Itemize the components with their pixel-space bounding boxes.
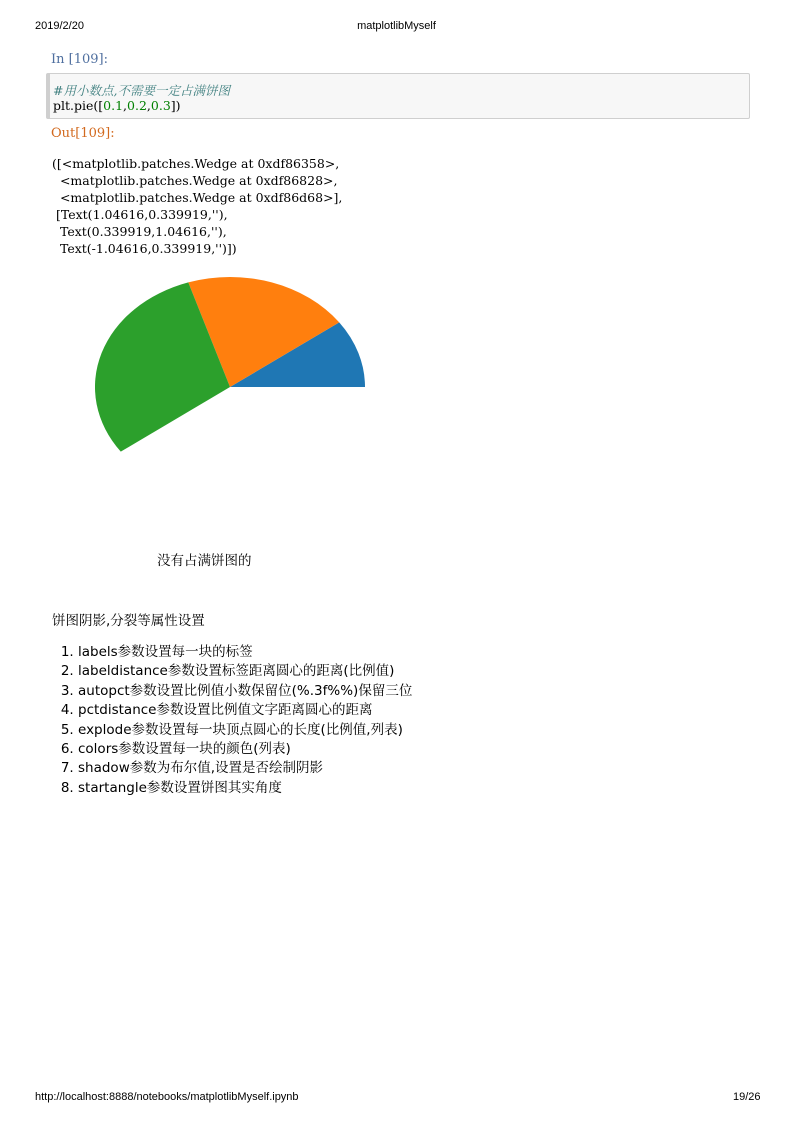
code-value-2: 0.2 <box>127 98 147 113</box>
code-comment: #用小数点,不需要一定占满饼图 <box>53 83 230 98</box>
list-item: 4. pctdistance参数设置比例值文字距离圆心的距离 <box>78 701 412 720</box>
list-item: 2. labeldistance参数设置标签距离圆心的距离(比例值) <box>78 662 412 681</box>
input-prompt: In [109]: <box>51 52 108 67</box>
list-item: 3. autopct参数设置比例值小数保留位(%.3f%%)保留三位 <box>78 682 412 701</box>
output-prompt: Out[109]: <box>51 126 115 141</box>
code-value-1: 0.1 <box>103 98 124 113</box>
code-value-3: 0.3 <box>150 98 171 113</box>
list-item: 1. labels参数设置每一块的标签 <box>78 643 412 662</box>
code-suffix: ]) <box>170 98 181 113</box>
code-sep-2: , <box>146 98 151 113</box>
output-text: ([<matplotlib.patches.Wedge at 0xdf86358>, <matplotlib.patches.Wedge at 0xdf86828>, <matplotlib.patches.Wedge at 0xdf86d68>], [Text(1.04616,0.339919,''), Text(0.339919,1.04616,''), Text(-1.04616,0.339919,'')]) <box>52 156 343 256</box>
list-item: 7. shadow参数为布尔值,设置是否绘制阴影 <box>78 759 412 778</box>
code-prefix: plt.pie([ <box>53 98 104 113</box>
header-date: 2019/2/20 <box>35 20 84 32</box>
footer-url: http://localhost:8888/notebooks/matplotlibMyself.ipynb <box>35 1091 299 1103</box>
figure-caption: 没有占满饼图的 <box>157 553 252 569</box>
property-list <box>60 643 412 798</box>
footer-page-number: 19/26 <box>733 1091 761 1103</box>
section-heading: 饼图阴影,分裂等属性设置 <box>52 613 205 629</box>
list-item: 8. startangle参数设置饼图其实角度 <box>78 779 412 798</box>
header-title: matplotlibMyself <box>357 20 436 32</box>
code-sep-1: , <box>123 98 128 113</box>
list-item: 6. colors参数设置每一块的颜色(列表) <box>78 740 412 759</box>
list-item: 5. explode参数设置每一块顶点圆心的长度(比例值,列表) <box>78 721 412 740</box>
